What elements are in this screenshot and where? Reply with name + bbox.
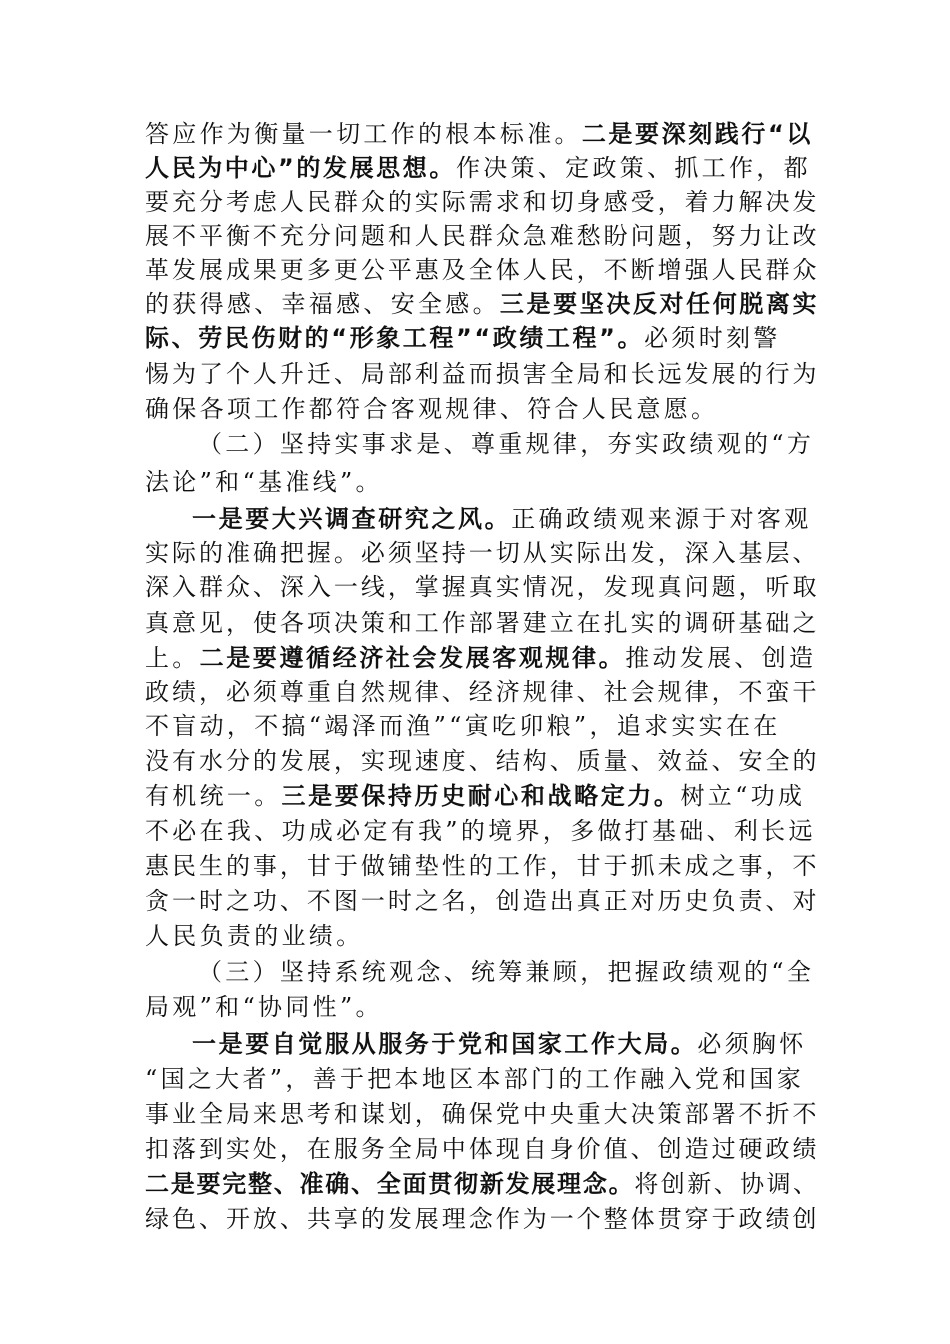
bold-text-segment: 三是要保持历史耐心和战略定力。	[281, 782, 681, 810]
text-segment: 答应作为衡量一切工作的根本标准。	[145, 120, 582, 148]
text-line	[145, 570, 820, 604]
text-segment: 有机统一。	[145, 782, 282, 810]
text-segment: 惕为了个人升迁、局部利益而损害全局和长远发展的行为	[145, 360, 820, 388]
text-segment: 将创新、协调、	[634, 1170, 820, 1198]
text-line	[145, 990, 383, 1024]
text-line	[145, 1062, 804, 1096]
text-line	[145, 641, 816, 675]
text-segment: “国之大者”，善于把本地区本部门的工作融入党和国家	[145, 1065, 805, 1093]
text-line	[145, 321, 781, 355]
text-line	[145, 465, 383, 499]
text-segment: （三）坚持系统观念、统筹兼顾，把握政绩观的“全	[198, 958, 815, 986]
text-segment: 真意见，使各项决策和工作部署建立在扎实的调研基础之	[145, 609, 820, 637]
text-line	[145, 151, 811, 185]
text-segment: （二）坚持实事求是、尊重规律，夯实政绩观的“方	[198, 430, 815, 458]
text-line	[192, 502, 812, 536]
text-line	[145, 919, 363, 953]
text-segment: 正确政绩观来源于对客观	[511, 505, 812, 533]
text-line	[145, 1097, 820, 1131]
text-line	[198, 427, 814, 461]
text-segment: 政绩，必须尊重自然规律、经济规律、社会规律，不蛮干	[145, 678, 820, 706]
text-segment: 绿色、开放、共享的发展理念作为一个整体贯穿于政绩创	[145, 1205, 820, 1233]
bold-text-segment: 二是要遵循经济社会发展客观规律。	[199, 644, 626, 672]
text-line	[145, 884, 820, 918]
text-line	[145, 744, 820, 778]
text-segment: 作决策、定政策、抓工作，都	[455, 154, 811, 182]
bold-text-segment: 二是要深刻践行“以	[581, 120, 813, 148]
text-line	[145, 287, 819, 321]
bold-text-segment: 二是要完整、准确、全面贯彻新发展理念。	[145, 1170, 635, 1198]
text-line	[198, 955, 814, 989]
text-segment: 法论”和“基准线”。	[145, 468, 383, 496]
text-segment: 扣落到实处，在服务全局中体现自身价值、创造过硬政绩	[145, 1135, 820, 1163]
text-segment: 确保各项工作都符合客观规律、符合人民意愿。	[145, 395, 719, 423]
text-segment: 革发展成果更多更公平惠及全体人民，不断增强人民群众	[145, 256, 820, 284]
text-line	[145, 675, 820, 709]
bold-text-segment: 一是要大兴调查研究之风。	[192, 505, 512, 533]
text-segment: 上。	[145, 644, 200, 672]
text-segment: 深入群众、深入一线，掌握真实情况，发现真问题，听取	[145, 573, 820, 601]
text-line	[145, 219, 820, 253]
text-segment: 必须胸怀	[697, 1030, 807, 1058]
text-line	[145, 1132, 820, 1166]
text-segment: 事业全局来思考和谋划，确保党中央重大决策部署不折不	[145, 1100, 820, 1128]
bold-text-segment: 际、劳民伤财的“形象工程”“政绩工程”。	[145, 324, 645, 352]
text-line	[145, 536, 820, 570]
bold-text-segment: 一是要自觉服从服务于党和国家工作大局。	[192, 1030, 698, 1058]
text-segment: 要充分考虑人民群众的实际需求和切身感受，着力解决发	[145, 188, 820, 216]
text-line	[145, 1167, 820, 1201]
text-line	[145, 392, 718, 426]
text-segment: 的获得感、幸福感、安全感。	[145, 290, 500, 318]
text-line	[145, 849, 820, 883]
text-segment: 惠民生的事，甘于做铺垫性的工作，甘于抓未成之事，不	[145, 852, 820, 880]
text-segment: 人民负责的业绩。	[145, 922, 364, 950]
text-line	[145, 606, 820, 640]
text-segment: 必须时刻警	[644, 324, 781, 352]
text-segment: 没有水分的发展，实现速度、结构、质量、效益、安全的	[145, 747, 820, 775]
text-segment: 实际的准确把握。必须坚持一切从实际出发，深入基层、	[145, 539, 820, 567]
text-line	[145, 357, 820, 391]
text-line	[145, 814, 816, 848]
text-segment: 局观”和“协同性”。	[145, 993, 383, 1021]
text-line	[145, 779, 805, 813]
bold-text-segment: 人民为中心”的发展思想。	[145, 154, 456, 182]
text-line	[145, 709, 781, 743]
text-segment: 推动发展、创造	[625, 644, 817, 672]
text-segment: 展不平衡不充分问题和人民群众急难愁盼问题，努力让改	[145, 222, 820, 250]
text-line	[145, 185, 820, 219]
text-segment: 树立“功成	[680, 782, 806, 810]
text-segment: 贪一时之功、不图一时之名，创造出真正对历史负责、对	[145, 887, 820, 915]
text-segment: 不必在我、功成必定有我”的境界，多做打基础、利长远	[145, 817, 816, 845]
text-line	[145, 1202, 820, 1236]
bold-text-segment: 三是要坚决反对任何脱离实	[499, 290, 820, 318]
text-line	[145, 253, 820, 287]
text-line	[192, 1027, 807, 1061]
text-segment: 不盲动，不搞“竭泽而渔”“寅吃卯粮”，追求实实在在	[145, 712, 781, 740]
text-line	[145, 117, 813, 151]
